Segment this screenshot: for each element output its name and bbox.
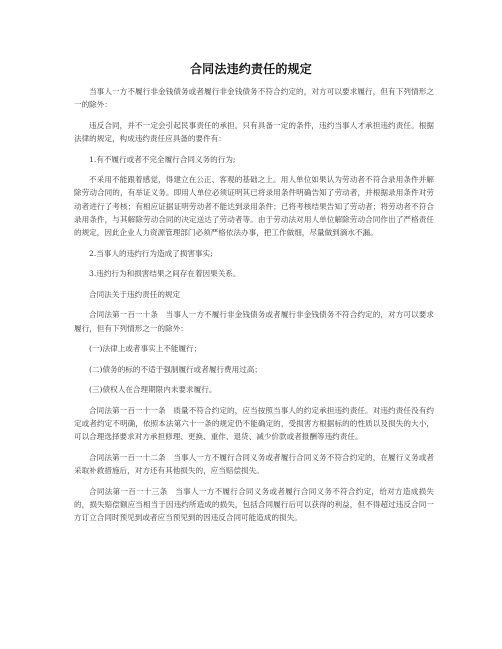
paragraph-element-2: 2.当事人的违约行为造成了损害事实; <box>89 248 213 258</box>
paragraph-exception-2: (二)债务的标的不适于强制履行或者履行费用过高； <box>89 364 262 374</box>
paragraph-article-112: 合同法第一百一十二条 当事人一方不履行合同义务或者履行合同义务不符合约定的，在履行义务或者采取补救措施后，对方还有其他损失的，应当赔偿损失。 <box>74 452 434 476</box>
paragraph-article-113: 合同法第一百一十三条 当事人一方不履行合同义务或者履行合同义务不符合约定，给对方造成损失的，损失赔偿额应当相当于因违约所造成的损失，包括合同履行后可以获得的利益，但不得超过违反合同一方订立合同时预见到或者应当预见到的因违反合同可能造成的损失。 <box>74 486 434 523</box>
paragraph-exception-1: (一)法律上或者事实上不能履行； <box>89 344 202 354</box>
document-title: 合同法违约责任的规定 <box>189 62 312 76</box>
paragraph-section-heading: 合同法关于违约责任的规定 <box>89 289 181 299</box>
document-body <box>74 85 434 532</box>
paragraph-article-110: 合同法第一百一十条 当事人一方不履行非金钱债务或者履行非金钱债务不符合约定的，对方可以要求履行，但有下列情形之一的除外： <box>74 310 434 333</box>
paragraph-intro: 当事人一方不履行非金钱债务或者履行非金钱债务不符合约定的，对方可以要求履行，但有下列情形之一的除外： <box>74 87 434 110</box>
paragraph-exception-3: (三)债权人在合理期限内未要求履行。 <box>89 385 217 395</box>
paragraph-element-3: 3.违约行为和损害结果之间存在着因果关系。 <box>89 269 241 279</box>
paragraph-hiring-conditions: 不采用不能跟着感觉，得建立在公正、客观的基础之上。用人单位如果认为劳动者不符合录用条件并解除劳动合同的，有举证义务。即用人单位必须证明其已将录用条件明确告知了劳动者，并根据录用条件对劳动者进行了考核；有相应证据证明劳动者不能达到录用条件；已将考核结果告知了劳动者；将劳动者不符合录用条件，与其解除劳动合同的决定送达了劳动者等。由于劳动法对用人单位解除劳动合同作出了严格责任的规定，因此企业人力资源管理部门必须严格依法办事，把工作做细，尽量做到滴水不漏。 <box>74 175 434 237</box>
paragraph-breach-conditions: 违反合同，并不一定会引起民事责任的承担。只有具备一定的条件，违约当事人才承担违约责任。根据法律的规定，构成违约责任应具备的要件有： <box>74 120 434 143</box>
paragraph-article-111: 合同法第一百一十一条 质量不符合约定的，应当按照当事人的约定承担违约责任。对违约责任没有约定或者约定不明确，依照本法第六十一条的规定仍不能确定的，受损害方根据标的的性质以及损失的大小，可以合理选择要求对方承担修理、更换、重作、退货、减少价款或者报酬等违约责任。 <box>74 405 434 442</box>
paragraph-element-1: 1.有不履行或者不完全履行合同义务的行为; <box>89 154 236 164</box>
